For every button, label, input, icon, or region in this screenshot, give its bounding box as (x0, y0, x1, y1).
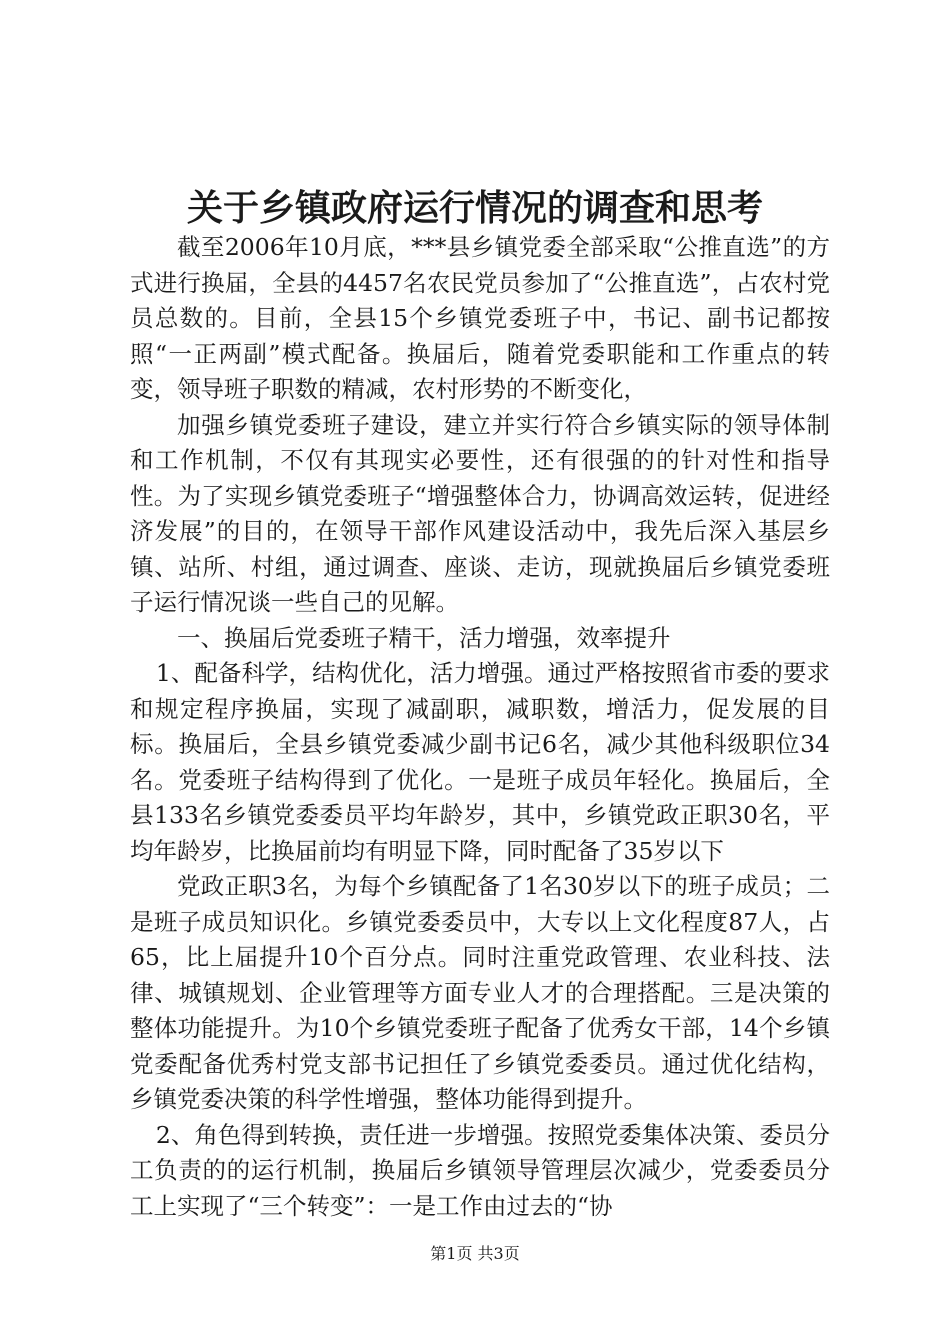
page-footer: 第1页 共3页 (430, 1244, 520, 1263)
paragraph-intro: 截至2006年10月底，***县乡镇党委全部采取“公推直选”的方式进行换届，全县的4457名农民党员参加了“公推直选”，占农村党员总数的。目前，全县15个乡镇党委班子中，书记、副书记都按照“一正两副”模式配备。换届后，随着党委职能和工作重点的转变，领导班子职数的精减，农村形势的不断变化， (130, 233, 830, 403)
document-body (130, 230, 830, 1224)
paragraph-point-1: 1、配备科学，结构优化，活力增强。通过严格按照省市委的要求和规定程序换届，实现了减副职，减职数，增活力，促发展的目标。换届后，全县乡镇党委减少副书记6名，减少其他科级职位34名。党委班子结构得到了优化。一是班子成员年轻化。换届后，全县133名乡镇党委委员平均年龄岁，其中，乡镇党政正职30名，平均年龄岁，比换届前均有明显下降，同时配备了35岁以下 (130, 659, 830, 865)
paragraph-point-2: 2、角色得到转换，责任进一步增强。按照党委集体决策、委员分工负责的的运行机制，换届后乡镇领导管理层次减少，党委委员分工上实现了“三个转变”：一是工作由过去的“协 (130, 1120, 830, 1220)
paragraph-point-1-continued: 党政正职3名，为每个乡镇配备了1名30岁以下的班子成员；二是班子成员知识化。乡镇党委委员中，大专以上文化程度87人，占65，比上届提升10个百分点。同时注重党政管理、农业科技、法律、城镇规划、企业管理等方面专业人才的合理搭配。三是决策的整体功能提升。为10个乡镇党委班子配备了优秀女干部，14个乡镇党委配备优秀村党支部书记担任了乡镇党委委员。通过优化结构，乡镇党委决策的科学性增强，整体功能得到提升。 (130, 872, 830, 1113)
paragraph-purpose: 加强乡镇党委班子建设，建立并实行符合乡镇实际的领导体制和工作机制，不仅有其现实必要性，还有很强的的针对性和指导性。为了实现乡镇党委班子“增强整体合力，协调高效运转，促进经济发展”的目的，在领导干部作风建设活动中，我先后深入基层乡镇、站所、村组，通过调查、座谈、走访，现就换届后乡镇党委班子运行情况谈一些自己的见解。 (130, 410, 830, 616)
section-heading-1: 一、换届后党委班子精干，活力增强，效率提升 (177, 623, 671, 652)
document-title: 关于乡镇政府运行情况的调查和思考 (186, 187, 763, 229)
